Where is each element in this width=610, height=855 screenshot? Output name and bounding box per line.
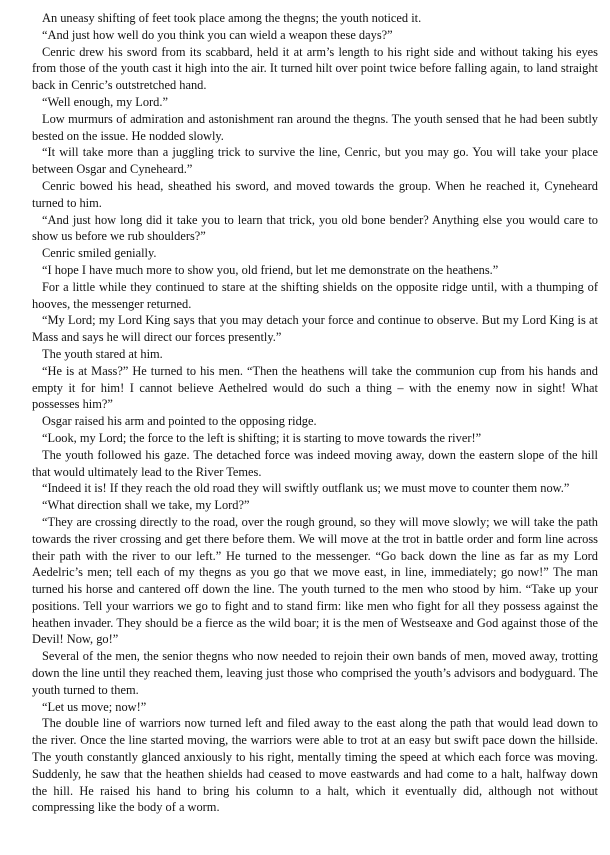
paragraph: “And just how long did it take you to learn that trick, you old bone bender? Anything else you would care to show us before we rub shoulders?” bbox=[32, 212, 598, 244]
paragraph: The youth followed his gaze. The detached force was indeed moving away, down the eastern slope of the hill that would ultimately lead to the River Temes. bbox=[32, 447, 598, 479]
paragraph: “Look, my Lord; the force to the left is shifting; it is starting to move towards the river!” bbox=[42, 430, 482, 445]
paragraph: Cenric drew his sword from its scabbard, held it at arm’s length to his right side and without taking his eyes from those of the youth cast it high into the air. It turned hilt over point twice before falling again, to land straight back in Cenric’s outstretched hand. bbox=[32, 44, 598, 93]
paragraph: “It will take more than a juggling trick to survive the line, Cenric, but you may go. You will take your place between Osgar and Cyneheard.” bbox=[32, 145, 598, 177]
paragraph: “What direction shall we take, my Lord?” bbox=[42, 498, 250, 513]
paragraph: “He is at Mass?” He turned to his men. “Then the heathens will take the communion cup from his hands and empty it for him! I cannot believe Aethelred would do such a thing – with the enemy now in sight! What possesses him?” bbox=[32, 363, 598, 412]
paragraph: Several of the men, the senior thegns who now needed to rejoin their own bands of men, moved away, trotting down the line until they reached them, leaving just those who comprised the youth’s advisors and bodyguard. The youth turned to them. bbox=[32, 649, 598, 697]
paragraph: An uneasy shifting of feet took place among the thegns; the youth noticed it. bbox=[42, 11, 422, 25]
paragraph: Cenric bowed his head, sheathed his sword, and moved towards the group. When he reached it, Cyneheard turned to him. bbox=[32, 178, 598, 210]
paragraph: “I hope I have much more to show you, old friend, but let me demonstrate on the heathens.” bbox=[42, 262, 499, 277]
paragraph: The double line of warriors now turned left and filed away to the east along the path that would lead down to the river. Once the line started moving, the warriors were able to trot at an easy but swift pace down the hillside. The youth constantly glanced anxiously to his right, mentally timing the speed at which each force was moving. Suddenly, he saw that the heathen shields had ceased to move eastwards and had come to a halt, halfway down the hill. He raised his hand to bring his column to a halt, which it eventually did, although not without compressing like the body of a worm. bbox=[32, 716, 598, 815]
paragraph: Cenric smiled genially. bbox=[42, 246, 157, 261]
paragraph: “My Lord; my Lord King says that you may detach your force and continue to observe. But my Lord King is at Mass and says he will direct our forces presently.” bbox=[32, 313, 598, 345]
paragraph: Osgar raised his arm and pointed to the opposing ridge. bbox=[42, 414, 317, 429]
paragraph: For a little while they continued to stare at the shifting shields on the opposite ridge until, with a thumping of hooves, the messenger returned. bbox=[32, 279, 598, 311]
paragraph: “Indeed it is! If they reach the old road they will swiftly outflank us; we must move to counter them now.” bbox=[42, 481, 570, 496]
paragraph: “Well enough, my Lord.” bbox=[42, 94, 168, 109]
paragraph: “Let us move; now!” bbox=[42, 699, 147, 714]
paragraph: “And just how well do you think you can wield a weapon these days?” bbox=[42, 27, 393, 42]
paragraph: “They are crossing directly to the road, over the rough ground, so they will move slowly; we will take the path towards the river crossing and get there before them. We will move at the trot in battle order and form line across their path with the river to our left.” He turned to the messenger. “Go back down the line as far as my Lord Aedelric’s men; tell each of my thegns as you go that we move east, in line, immediately; go now!” The man turned his horse and cantered off down the line. The youth turned to the men who stood by him. “Take up your positions. Tell your warriors we go to fight and to stand firm: like men who fight for all they possess against the heathen invader. They should be a fierce as the wild boar; it is the men of Westseaxe and God against those of the Devil! Now, go!” bbox=[32, 514, 598, 647]
paragraph: Low murmurs of admiration and astonishment ran around the thegns. The youth sensed that he had been subtly bested on the issue. He nodded slowly. bbox=[32, 111, 598, 143]
paragraph: The youth stared at him. bbox=[42, 346, 163, 361]
